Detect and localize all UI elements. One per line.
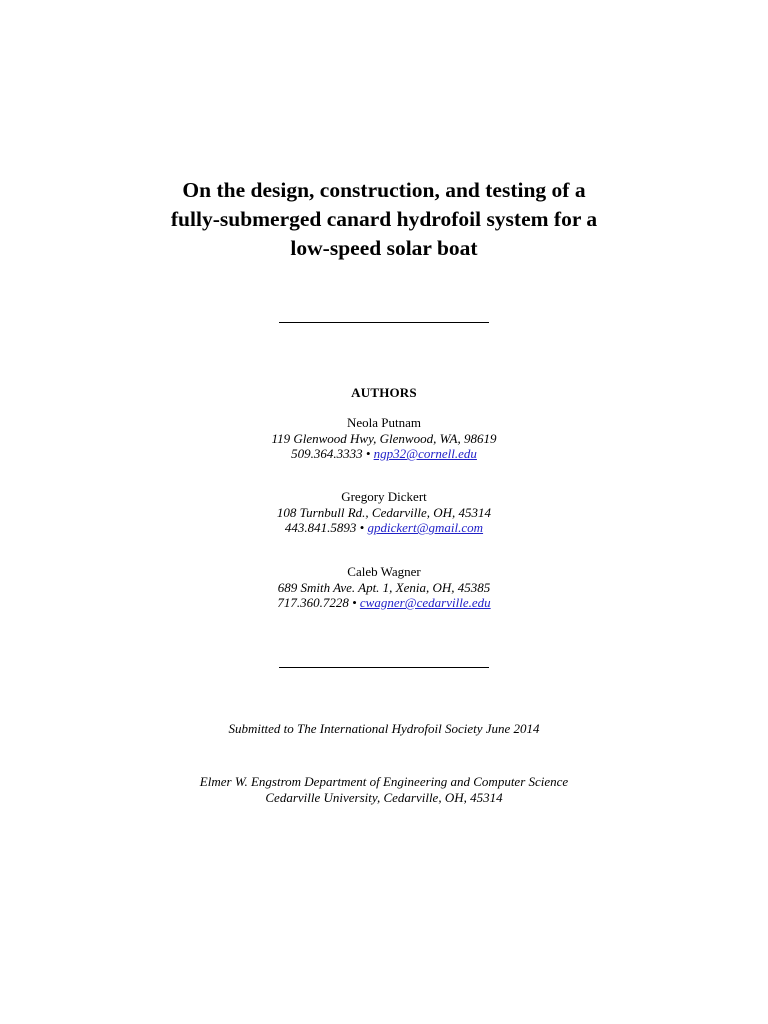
affiliation-block [0,774,768,805]
divider-rule-bottom [279,667,489,668]
affiliation-university: Cedarville University, Cedarville, OH, 45314 [265,789,503,805]
divider-rule-top [279,322,489,323]
author-email-link[interactable]: gpdickert@gmail.com [367,520,484,535]
author-contact [0,595,768,611]
author-phone: 443.841.5893 [284,520,357,535]
author-email-link[interactable]: cwagner@cedarville.edu [359,595,491,610]
author-block-dickert [0,489,768,536]
paper-title [84,176,684,263]
author-contact [0,520,768,536]
author-name: Neola Putnam [346,415,421,430]
author-email-link[interactable]: ngp32@cornell.edu [373,446,477,461]
author-address: 689 Smith Ave. Apt. 1, Xenia, OH, 45385 [277,579,491,595]
author-name: Caleb Wagner [347,564,421,579]
submission-note: Submitted to The International Hydrofoil Society June 2014 [228,721,540,736]
author-address: 108 Turnbull Rd., Cedarville, OH, 45314 [276,504,492,520]
authors-heading: AUTHORS [351,385,417,400]
author-name: Gregory Dickert [341,489,427,504]
contact-separator: • [348,595,360,610]
contact-separator: • [356,520,368,535]
contact-separator: • [362,446,374,461]
paper-title-line-1: On the design, construction, and testing of a [182,178,586,202]
author-contact [0,446,768,462]
paper-title-line-3: low-speed solar boat [290,236,478,260]
author-phone: 717.360.7228 [277,595,349,610]
affiliation-department: Elmer W. Engstrom Department of Engineering and Computer Science [199,774,569,789]
author-phone: 509.364.3333 [291,446,363,461]
paper-title-line-2: fully-submerged canard hydrofoil system for a [170,207,598,231]
author-block-putnam [0,415,768,462]
author-address: 119 Glenwood Hwy, Glenwood, WA, 98619 [271,430,497,446]
author-block-wagner [0,564,768,611]
